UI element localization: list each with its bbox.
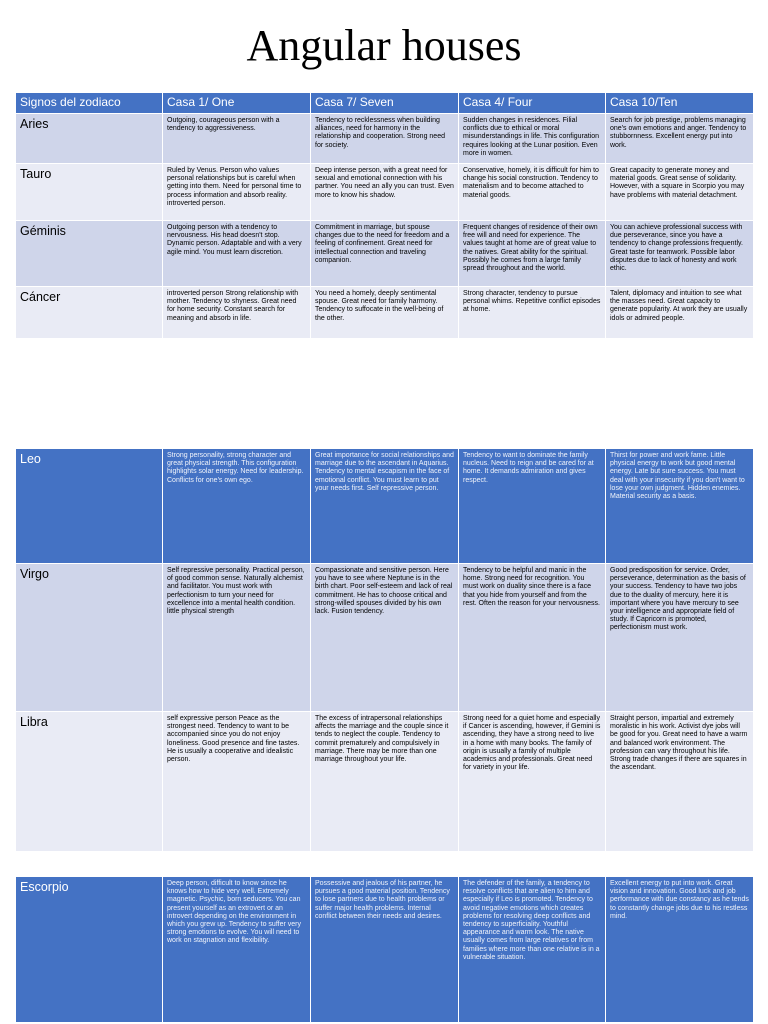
house-cell: Outgoing person with a tendency to nervousness. His head doesn't stop. Dynamic person. Adaptable and with a very agile mind. You must learn discretion.	[163, 221, 311, 287]
house-cell: Strong personality, strong character and great physical strength. This configuration highlights solar energy. Need for leadership. Conflicts for one's own ego.	[163, 449, 311, 564]
table-row	[16, 564, 754, 712]
house-cell: Deep intense person, with a great need for sexual and emotional connection with his partner. You need an ally you can trust. Even more to know his shadow.	[311, 164, 459, 221]
house-cell: You can achieve professional success with due perseverance, since you have a tendency to change professions frequently. Great taste for teamwork. Possible labor disputes due to lack of honesty and work ethic.	[606, 221, 754, 287]
house-cell: Deep person, difficult to know since he knows how to hide very well. Extremely magnetic. Psychic, born seducers. You can present yourself as an extrovert or an introvert depending on the environment in which you grew up. Tendency to suffer very strong emotions to evolve. You will need to work on stagnation and flexibility.	[163, 877, 311, 1023]
house-cell: The defender of the family, a tendency to resolve conflicts that are alien to him and especially if Leo is promoted. Tendency to avoid negative emotions which creates problems for resolving deep conflicts and tendency to superficiality. Youthful appearance and warm look. The native usually comes from large relatives or from families where more than one relative is in a vulnerable situation.	[459, 877, 606, 1023]
house-cell: The excess of intrapersonal relationships affects the marriage and the couple since it tends to neglect the couple. Tendency to commit prematurely and compulsively in marriage. There may be more than one marriage throughout your life.	[311, 712, 459, 852]
houses-table-middle	[15, 448, 754, 852]
house-cell: Excellent energy to put into work. Great vision and innovation. Good luck and job performance with due constancy as he tends to constantly change jobs due to his restless mind.	[606, 877, 754, 1023]
sign-cell: Tauro	[16, 164, 163, 221]
header-casa-4: Casa 4/ Four	[459, 93, 606, 114]
table-row	[16, 449, 754, 564]
table-row	[16, 877, 754, 1023]
table-row	[16, 287, 754, 339]
table-row	[16, 164, 754, 221]
header-casa-10: Casa 10/Ten	[606, 93, 754, 114]
house-cell: Straight person, impartial and extremely moralistic in his work. Activist dye jobs will be good for you. Great need to have a warm and balanced work environment. The profession can vary throughout his life. Strong trade changes if there are squares in the ascendant.	[606, 712, 754, 852]
house-cell: Ruled by Venus. Person who values personal relationships but is careful when getting into them. Need for personal time to process information and absorb reality. introverted person.	[163, 164, 311, 221]
table-row	[16, 712, 754, 852]
house-cell: Search for job prestige, problems managing one's own emotions and anger. Tendency to stubbornness. Excellent energy put into work.	[606, 114, 754, 164]
house-cell: Thirst for power and work fame. Little physical energy to work but good mental energy. Late but sure success. You must deal with your insecurity if you don't want to lose your own judgment. Hidden enemies. Material security as a basis.	[606, 449, 754, 564]
house-cell: Self repressive personality. Practical person, of good common sense. Naturally alchemist and facilitator. You must work with perfectionism to turn your need for excellence into a mental health condition. little physical strength	[163, 564, 311, 712]
table-header-row	[16, 93, 754, 114]
header-signs: Signos del zodiaco	[16, 93, 163, 114]
houses-table-bottom	[15, 876, 754, 1023]
houses-table-top	[15, 92, 754, 339]
sign-cell: Libra	[16, 712, 163, 852]
house-cell: Talent, diplomacy and intuition to see what the masses need. Great capacity to generate popularity. At work they are usually idols or admired people.	[606, 287, 754, 339]
sign-cell: Virgo	[16, 564, 163, 712]
house-cell: Tendency to be helpful and manic in the home. Strong need for recognition. You must work on duality since there is a face that you hide from yourself and from the rest. Often the reason for your nervousness.	[459, 564, 606, 712]
house-cell: Tendency to want to dominate the family nucleus. Need to reign and be cared for at home. It demands admiration and gives respect.	[459, 449, 606, 564]
house-cell: introverted person Strong relationship with mother. Tendency to shyness. Great need for home security. Constant search for meaning and absorb in life.	[163, 287, 311, 339]
sign-cell: Géminis	[16, 221, 163, 287]
house-cell: Tendency to recklessness when building alliances, need for harmony in the relationship and cooperation. Strong need for society.	[311, 114, 459, 164]
sign-cell: Cáncer	[16, 287, 163, 339]
house-cell: self expressive person Peace as the strongest need. Tendency to want to be accompanied since you do not enjoy loneliness. Good presence and fine tastes. He is usually a cooperative and idealistic person.	[163, 712, 311, 852]
house-cell: Possessive and jealous of his partner, he pursues a good material position. Tendency to lose partners due to health problems or suffer major health problems. Internal conflict between their needs and desires.	[311, 877, 459, 1023]
table-row	[16, 221, 754, 287]
house-cell: Sudden changes in residences. Filial conflicts due to ethical or moral misunderstandings in life. This configuration requires looking at the Lunar position. Even more in women.	[459, 114, 606, 164]
house-cell: You need a homely, deeply sentimental spouse. Great need for family harmony. Tendency to suffocate in the well-being of the other.	[311, 287, 459, 339]
house-cell: Outgoing, courageous person with a tendency to aggressiveness.	[163, 114, 311, 164]
house-cell: Good predisposition for service. Order, perseverance, determination as the basis of your success. Tendency to have two jobs due to the duality of mercury, here it is important where you have mercury to see your intelligence and appropriate field of study. If Capricorn is promoted, perfectionism must work.	[606, 564, 754, 712]
sign-cell: Leo	[16, 449, 163, 564]
header-casa-1: Casa 1/ One	[163, 93, 311, 114]
house-cell: Great importance for social relationships and marriage due to the ascendant in Aquarius. Tendency to mental escapism in the face of emotional conflict. You must learn to put your needs first. Self repressive person.	[311, 449, 459, 564]
table-row	[16, 114, 754, 164]
house-cell: Frequent changes of residence of their own free will and need for experience. The values taught at home are of great value to the natives. Great ability for the spiritual. Possibly he comes from a large family spread throughout and the world.	[459, 221, 606, 287]
page-title: Angular houses	[246, 21, 522, 70]
house-cell: Strong need for a quiet home and especially if Cancer is ascending, however, if Gemini is ascending, they have a strong need to live in a home with many books. The family of origin is usually a family of multiple academics and professionals. Great need for variety in your life.	[459, 712, 606, 852]
house-cell: Compassionate and sensitive person. Here you have to see where Neptune is in the birth chart. Poor self-esteem and lack of real commitment. He has to choose critical and strong-willed spouses divided by his own lack. Fusion tendency.	[311, 564, 459, 712]
house-cell: Great capacity to generate money and material goods. Great sense of solidarity. However, with a square in Scorpio you may have problems with material detachment.	[606, 164, 754, 221]
house-cell: Commitment in marriage, but spouse changes due to the need for freedom and a feeling of confinement. Great need for intellectual connection and traveling companion.	[311, 221, 459, 287]
header-casa-7: Casa 7/ Seven	[311, 93, 459, 114]
sign-cell: Escorpio	[16, 877, 163, 1023]
house-cell: Conservative, homely, it is difficult for him to change his social construction. Tendency to materialism and to become attached to material goods.	[459, 164, 606, 221]
sign-cell: Aries	[16, 114, 163, 164]
house-cell: Strong character, tendency to pursue personal whims. Repetitive conflict episodes at home.	[459, 287, 606, 339]
